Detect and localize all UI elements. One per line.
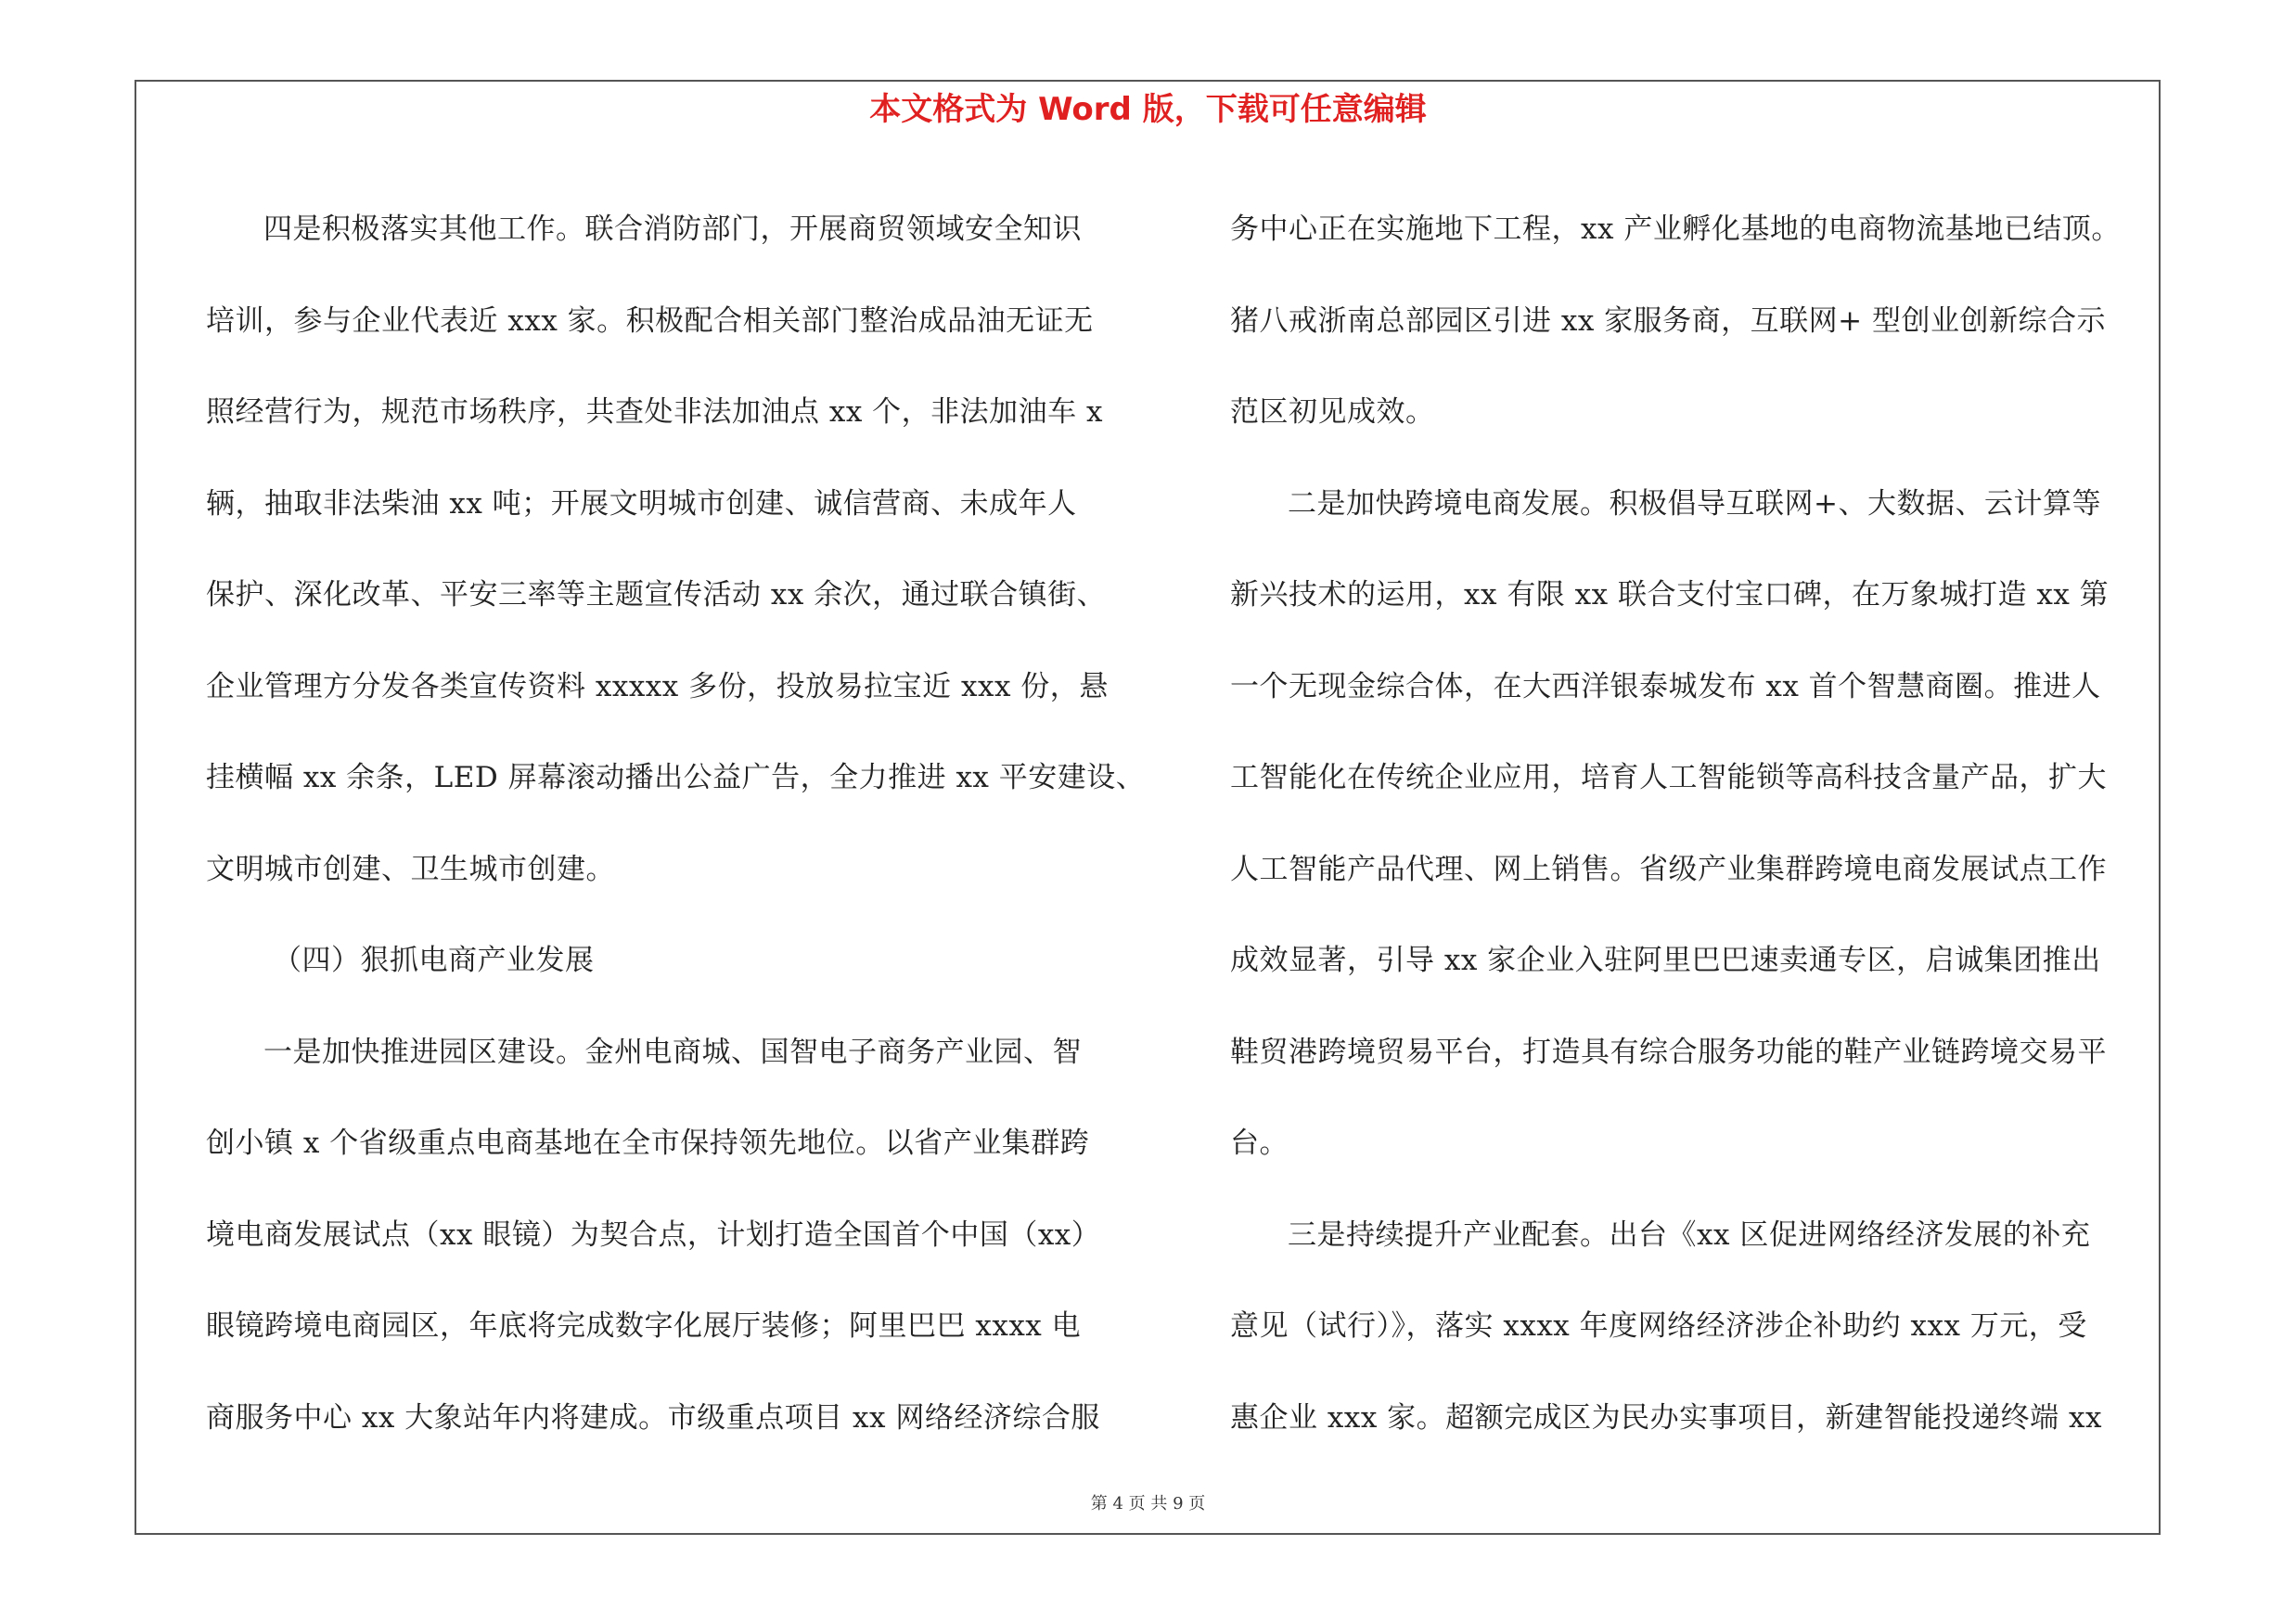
paragraph-line: 工智能化在传统企业应用，培育人工智能锁等高科技含量产品，扩大 bbox=[1230, 761, 2107, 794]
paragraph-line: 二是加快跨境电商发展。积极倡导互联网+、大数据、云计算等 bbox=[1288, 486, 2101, 521]
paragraph-line: 范区初见成效。 bbox=[1230, 395, 1435, 429]
paragraph-line: 照经营行为，规范市场秩序，共查处非法加油点 xx 个，非法加油车 x bbox=[206, 395, 1104, 429]
paragraph-line: 辆，抽取非法柴油 xx 吨；开展文明城市创建、诚信营商、未成年人 bbox=[206, 486, 1077, 521]
paragraph-line: 企业管理方分发各类宣传资料 xxxxx 多份，投放易拉宝近 xxx 份，悬 bbox=[206, 669, 1109, 703]
paragraph-line: 培训，参与企业代表近 xxx 家。积极配合相关部门整治成品油无证无 bbox=[206, 303, 1094, 338]
paragraph-line: 一是加快推进园区建设。金州电商城、国智电子商务产业园、智 bbox=[263, 1035, 1082, 1069]
paragraph-line: 保护、深化改革、平安三率等主题宣传活动 xx 余次，通过联合镇街、 bbox=[206, 578, 1107, 612]
paragraph-line: 三是持续提升产业配套。出台《xx 区促进网络经济发展的补充 bbox=[1288, 1217, 2091, 1252]
paragraph-line: 眼镜跨境电商园区，年底将完成数字化展厅装修；阿里巴巴 xxxx 电 bbox=[206, 1309, 1082, 1343]
paragraph-line: 一个无现金综合体，在大西洋银泰城发布 xx 首个智慧商圈。推进人 bbox=[1230, 669, 2101, 703]
paragraph-line: 务中心正在实施地下工程，xx 产业孵化基地的电商物流基地已结顶。 bbox=[1230, 213, 2121, 246]
paragraph-line: 台。 bbox=[1230, 1127, 1289, 1160]
paragraph-line: 人工智能产品代理、网上销售。省级产业集群跨境电商发展试点工作 bbox=[1230, 852, 2107, 886]
paragraph-line: 境电商发展试点（xx 眼镜）为契合点，计划打造全国首个中国（xx） bbox=[206, 1217, 1101, 1252]
paragraph-line: 创小镇 x 个省级重点电商基地在全市保持领先地位。以省产业集群跨 bbox=[206, 1127, 1090, 1160]
paragraph-line: 新兴技术的运用，xx 有限 xx 联合支付宝口碑，在万象城打造 xx 第 bbox=[1230, 578, 2110, 612]
left-text-column bbox=[206, 184, 1146, 1463]
page-number-footer: 第 4 页 共 9 页 bbox=[1090, 1494, 1206, 1514]
header-banner: 本文格式为 Word 版，下载可任意编辑 bbox=[869, 91, 1427, 128]
right-text-column bbox=[1230, 184, 2176, 1463]
paragraph-line: 文明城市创建、卫生城市创建。 bbox=[206, 852, 615, 886]
section-heading: （四）狠抓电商产业发展 bbox=[273, 944, 595, 977]
paragraph-line: 商服务中心 xx 大象站年内将建成。市级重点项目 xx 网络经济综合服 bbox=[206, 1400, 1100, 1435]
paragraph-line: 鞋贸港跨境贸易平台，打造具有综合服务功能的鞋产业链跨境交易平 bbox=[1230, 1035, 2107, 1069]
paragraph-line: 猪八戒浙南总部园区引进 xx 家服务商，互联网+ 型创业创新综合示 bbox=[1230, 303, 2106, 338]
paragraph-line: 惠企业 xxx 家。超额完成区为民办实事项目，新建智能投递终端 xx bbox=[1230, 1400, 2102, 1435]
paragraph-line: 挂横幅 xx 余条，LED 屏幕滚动播出公益广告，全力推进 xx 平安建设、 bbox=[206, 761, 1146, 794]
paragraph-line: 四是积极落实其他工作。联合消防部门，开展商贸领域安全知识 bbox=[263, 213, 1082, 246]
paragraph-line: 成效显著，引导 xx 家企业入驻阿里巴巴速卖通专区，启诚集团推出 bbox=[1230, 944, 2101, 977]
paragraph-line: 意见（试行）》，落实 xxxx 年度网络经济涉企补助约 xxx 万元，受 bbox=[1230, 1309, 2087, 1343]
